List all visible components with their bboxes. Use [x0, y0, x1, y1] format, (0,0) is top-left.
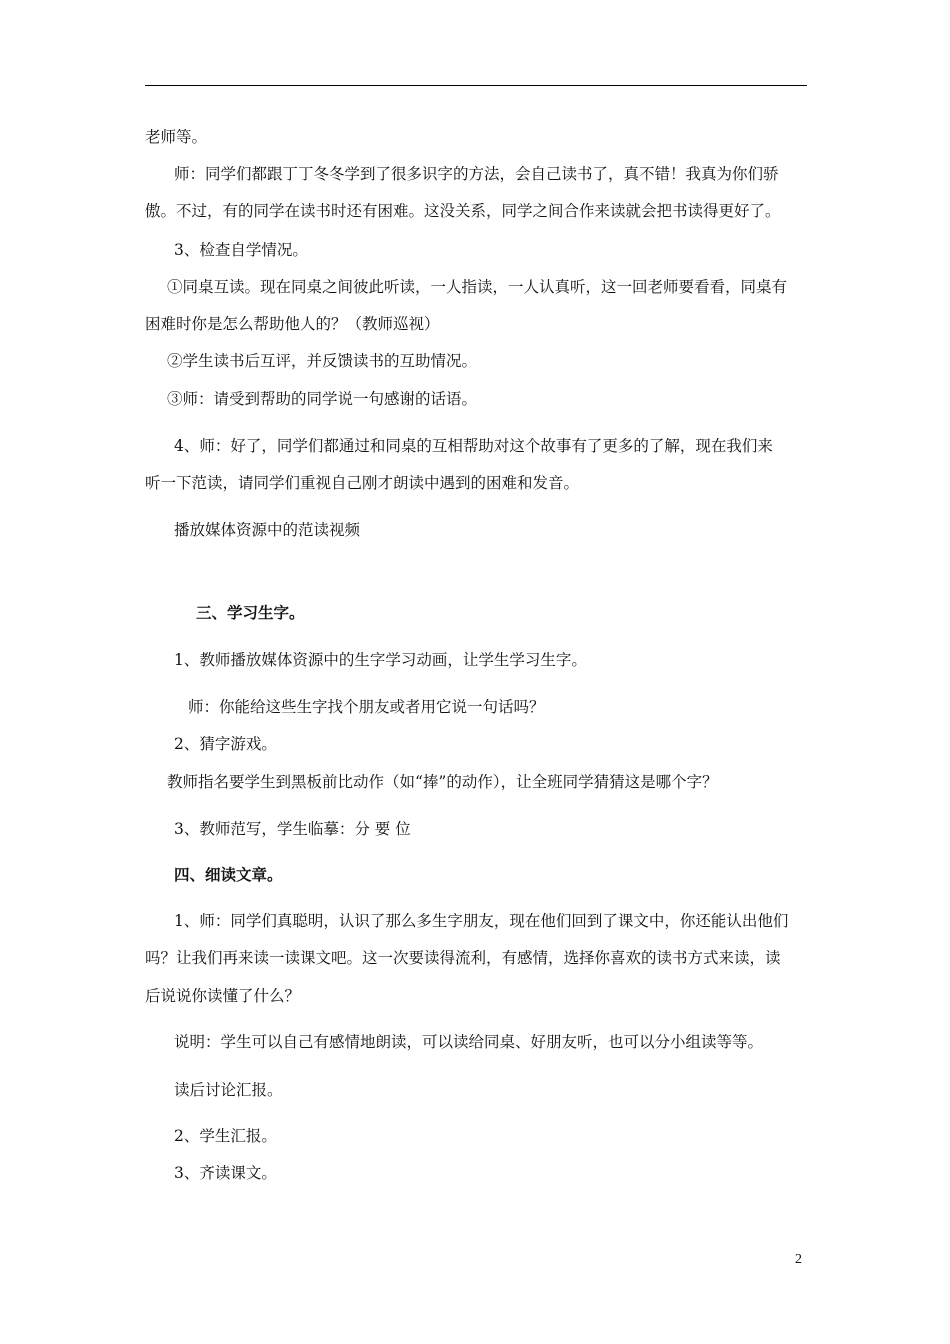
page-number: 2	[795, 1252, 802, 1267]
section4-step3: 3、齐读课文。	[174, 1164, 277, 1182]
continuation-line: 老师等。	[145, 128, 208, 146]
section4-step2: 2、学生汇报。	[174, 1127, 277, 1145]
step3-title: 3、检查自学情况。	[174, 241, 308, 259]
step4-line-1: 4、师：好了，同学们都通过和同桌的互相帮助对这个故事有了更多的了解，现在我们来	[174, 437, 773, 455]
teacher-praise-line-1: 师：同学们都跟丁丁冬冬学到了很多识字的方法，会自己读书了，真不错！我真为你们骄	[174, 165, 779, 183]
section4-note: 说明：学生可以自己有感情地朗读，可以读给同桌、好朋友听，也可以分小组读等等。	[174, 1033, 764, 1051]
section3-heading: 三、学习生字。	[196, 603, 305, 622]
section4-step1-line-1: 1、师：同学们真聪明，认识了那么多生字朋友，现在他们回到了课文中，你还能认出他们	[174, 912, 789, 930]
step3-item2: ②学生读书后互评，并反馈读书的互助情况。	[167, 352, 478, 370]
section4-step1-line-2: 吗？让我们再来读一读课文吧。这一次要读得流利，有感情，选择你喜欢的读书方式来读，读	[145, 949, 781, 967]
step4-line-2: 听一下范读，请同学们重视自己刚才朗读中遇到的困难和发音。	[145, 474, 580, 492]
section3-step3: 3、教师范写，学生临摹：分 要 位	[174, 820, 411, 838]
section3-game: 教师指名要学生到黑板前比动作（如“捧”的动作），让全班同学猜猜这是哪个字？	[167, 773, 718, 791]
section4-discuss: 读后讨论汇报。	[174, 1081, 283, 1099]
step3-item1-line-2: 困难时你是怎么帮助他人的？（教师巡视）	[145, 315, 440, 333]
teacher-praise-line-2: 傲。不过，有的同学在读书时还有困难。这没关系，同学之间合作来读就会把书读得更好了。	[145, 202, 781, 220]
play-video-note: 播放媒体资源中的范读视频	[174, 521, 361, 539]
section4-step1-line-3: 后说说你读懂了什么？	[145, 987, 301, 1005]
section3-step1: 1、教师播放媒体资源中的生字学习动画，让学生学习生字。	[174, 651, 587, 669]
step3-item1-line-1: ①同桌互读。现在同桌之间彼此听读，一人指读，一人认真听，这一回老师要看看，同桌有	[167, 278, 788, 296]
section4-heading: 四、细读文章。	[174, 865, 283, 884]
section3-question: 师：你能给这些生字找个朋友或者用它说一句话吗？	[188, 698, 545, 716]
step3-item3: ③师：请受到帮助的同学说一句感谢的话语。	[167, 390, 478, 408]
header-rule	[145, 85, 807, 86]
section3-step2: 2、猜字游戏。	[174, 735, 277, 753]
